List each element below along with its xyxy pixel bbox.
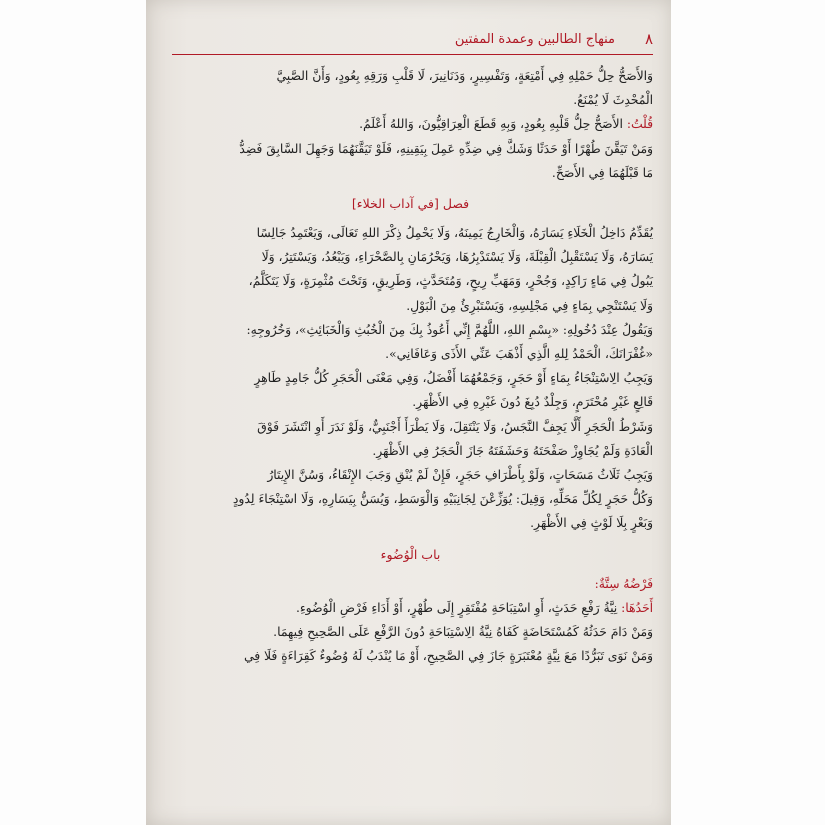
text-line: مَا قَبْلَهُمَا فِي الأَصَحِّ.: [551, 165, 653, 180]
section-heading-wudu: باب الْوُضُوء: [380, 546, 441, 562]
text-line: يُقَدِّمُ دَاخِلُ الْخَلَاءِ يَسَارَهُ، وَالْخَارِجُ يَمِينَهُ، وَلَا يَحْمِلُ ذِكْرَ اللهِ تَعَالَى، وَيَعْتَمِدُ جَالِسًا: [256, 226, 653, 241]
section-prefix: فصل: [442, 196, 470, 212]
qultu-text: الأَصَحُّ حِلُّ قَلْبِهِ بِعُودٍ، وَبِهِ قَطَعَ الْعِرَاقِيُّونَ، وَاللهُ أَعْلَمُ.: [359, 117, 623, 132]
running-title: منهاج الطالبين وعمدة المفتين: [454, 32, 615, 47]
page-body: [168, 64, 653, 668]
text-line: وَبَعْرٍ بِلَا لَوْثٍ فِي الأَظْهَرِ.: [530, 516, 653, 531]
section-bracket-title: [في آداب الخلاء]: [351, 196, 439, 212]
text-line: وَيَجِبُ الِاسْتِنْجَاءُ بِمَاءٍ أَوْ حَجَرٍ، وَجَمْعُهُمَا أَفْضَلُ، وَفِي مَعْنَى الْحَجَرِ كُلُّ جَامِدٍ طَاهِرٍ: [254, 371, 653, 386]
text-line: وَكُلُّ حَجَرٍ لِكُلِّ مَحَلِّهِ، وَقِيلَ: يُوَزِّعْنَ لِجَانِبَيْهِ وَالْوَسَطِ، وَيُسَنُّ بِيَسَارِهِ، وَلَا اسْتِنْجَاءَ لِدُودٍ: [232, 492, 653, 507]
text-line: [168, 596, 653, 620]
first-text: نِيَّةُ رَفْعِ حَدَثٍ، أَوِ اسْتِبَاحَةِ مُفْتَقِرٍ إِلَى طُهْرٍ، أَوْ أَدَاءِ فَرْضِ الْوُضُوءِ.: [295, 600, 618, 615]
page-header: [172, 30, 653, 56]
text-line: الْعَادَةِ وَلَمْ يُجَاوِزْ صَفْحَتَهُ وَحَشَفَتَهُ جَازَ الْحَجَرُ فِي الأَظْهَرِ.: [372, 443, 653, 458]
text-line: وَمَنْ دَامَ حَدَثُهُ كَمُسْتَحَاضَةٍ كَفَاهُ نِيَّةُ الِاسْتِبَاحَةِ دُونَ الرَّفْعِ عَلَى الصَّحِيحِ فِيهِمَا.: [273, 625, 653, 640]
text-line: وَيَقُولُ عِنْدَ دُخُولِهِ: «بِسْمِ اللهِ، اللَّهُمَّ إِنِّي أَعُوذُ بِكَ مِنَ الْخُبُثِ وَالْخَبَائِثِ»، وَخُرُوجِهِ:: [246, 322, 653, 337]
text-line: وَالأَصَحُّ حِلُّ حَمْلِهِ فِي أَمْتِعَةٍ، وَتَفْسِيرٍ، وَدَنَانِيرَ، لَا قَلْبِ وَرَقِهِ بِعُودٍ، وَأَنَّ الصَّبِيَّ: [276, 69, 653, 83]
qultu-label: قُلْتُ:: [626, 117, 653, 132]
text-line: وَمَنْ نَوَى تَبَرُّدًا مَعَ نِيَّةٍ مُعْتَبَرَةٍ جَازَ فِي الصَّحِيحِ، أَوْ مَا يُنْدَبُ لَهُ وُضُوءٌ كَقِرَاءَةٍ فَلَا فِي: [243, 649, 653, 664]
text-line: الْمُحْدِثَ لَا يُمْنَعُ.: [573, 93, 653, 108]
page-number: ٨: [644, 30, 653, 48]
section-heading-khala: [168, 191, 653, 217]
text-line: يَبُولُ فِي مَاءٍ رَاكِدٍ، وَجُحْرٍ، وَمَهَبِّ رِيحٍ، وَمُتَحَدَّثٍ، وَطَرِيقٍ، وَتَحْتَ مُثْمِرَةٍ، وَلَا يَتَكَلَّمُ،: [248, 274, 653, 289]
book-page: [146, 0, 671, 825]
fard-label: فَرْضُهُ سِتَّةٌ:: [594, 576, 653, 591]
text-line: [168, 572, 653, 596]
text-line: وَيَجِبُ ثَلَاثُ مَسَحَاتٍ، وَلَوْ بِأَطْرَافِ حَجَرٍ، فَإِنْ لَمْ يُنْقِ وَجَبَ الإِنْقَاءُ، وَسُنَّ الإِيتَارُ: [267, 468, 653, 483]
text-line: وَلَا يَسْتَنْجِي بِمَاءٍ فِي مَجْلِسِهِ، وَيَسْتَبْرِئُ مِنَ الْبَوْلِ.: [406, 298, 653, 313]
header-rule: [172, 54, 653, 55]
text-line: قَالِعٍ غَيْرِ مُحْتَرَمٍ، وَجِلْدٌ دُبِغَ دُونَ غَيْرِهِ فِي الأَظْهَرِ.: [412, 395, 653, 410]
text-line: يَسَارَهُ، وَلَا يَسْتَقْبِلُ الْقِبْلَةَ، وَلَا يَسْتَدْبِرُهَا، وَيَحْرُمَانِ بِالصَّحْرَاءِ، وَيَبْعُدُ، وَيَسْتَتِرُ، وَلَا: [261, 250, 653, 265]
text-line: وَشَرْطُ الْحَجَرِ أَلَّا يَجِفَّ النَّجَسُ، وَلَا يَنْتَقِلَ، وَلَا يَطْرَأَ أَجْنَبِيٌّ، وَلَوْ نَدَرَ أَوِ انْتَشَرَ فَوْقَ: [257, 419, 653, 434]
text-line: [168, 112, 653, 136]
text-line: وَمَنْ تَيَقَّنَ طُهْرًا أَوْ حَدَثًا وَشَكَّ فِي ضِدِّهِ عَمِلَ بِيَقِينِهِ، فَلَوْ تَيَقَّنَهُمَا وَجَهِلَ السَّابِقَ فَضِدُّ: [239, 141, 653, 156]
text-line: «غُفْرَانَكَ، الْحَمْدُ لِلهِ الَّذِي أَذْهَبَ عَنِّي الأَذَى وَعَافَانِي».: [385, 347, 653, 362]
first-label: أَحَدُهَا:: [621, 600, 653, 615]
